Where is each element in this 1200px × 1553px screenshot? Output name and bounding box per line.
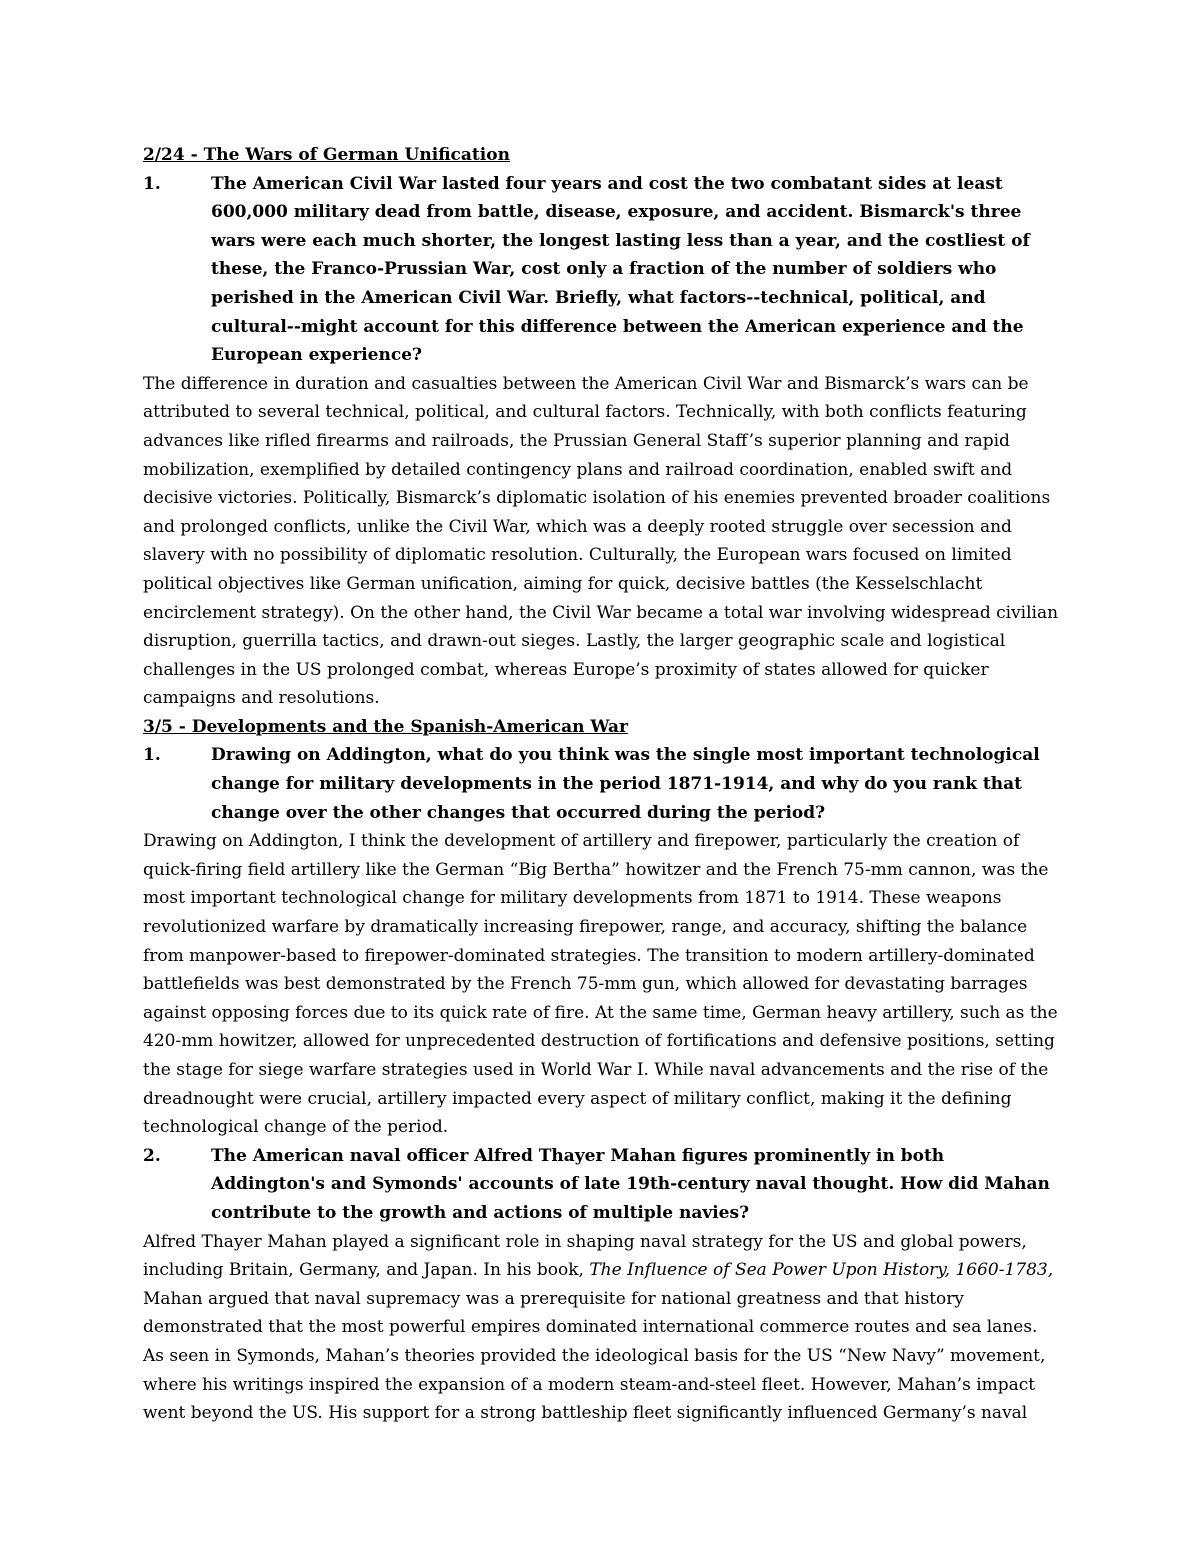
question-item <box>143 1142 1063 1228</box>
section-heading-german-unification: 2/24 - The Wars of German Unification <box>143 145 510 165</box>
question-number: 2. <box>143 1145 161 1166</box>
question-item <box>143 170 1063 370</box>
question-text: The American Civil War lasted four years and cost the two combatant sides at least 600,000 military dead from battle, disease, exposure, and accident. Bismarck's three wars were each much shorter, the longest lasting less than a year, and the costliest of these, the Franco-Prussian War, cost only a fraction of the number of soldiers who perished in the American Civil War. Briefly, what factors--technical, political, and cultural--might account for this difference between the American experience and the European experience? <box>211 173 1030 366</box>
question-item <box>143 741 1063 827</box>
question-text: Drawing on Addington, what do you think was the single most important technological change for military developments in the period 1871-1914, and why do you rank that change over the other changes that occurred during the period? <box>211 745 1040 823</box>
answer-paragraph: Drawing on Addington, I think the development of artillery and firepower, particularly the creation of quick-firing field artillery like the German “Big Bertha” howitzer and the French 75-mm cannon, was the most important technological change for military developments from 1871 to 1914. These weapons revolutionized warfare by dramatically increasing firepower, range, and accuracy, shifting the balance from manpower-based to firepower-dominated strategies. The transition to modern artillery-dominated battlefields was best demonstrated by the French 75-mm gun, which allowed for devastating barrages against opposing forces due to its quick rate of fire. At the same time, German heavy artillery, such as the 420-mm howitzer, allowed for unprecedented destruction of fortifications and defensive positions, setting the stage for siege warfare strategies used in World War I. While naval advancements and the rise of the dreadnought were crucial, artillery impacted every aspect of military conflict, making it the defining technological change of the period. <box>143 831 1058 1138</box>
section-heading-spanish-american-war: 3/5 - Developments and the Spanish-American War <box>143 716 628 737</box>
answer-paragraph <box>143 1228 1063 1428</box>
question-text: The American naval officer Alfred Thayer Mahan figures prominently in both Addington's and Symonds' accounts of late 19th-century naval thought. How did Mahan contribute to the growth and actions of multiple navies? <box>211 1145 1050 1223</box>
book-title: The Influence of Sea Power Upon History, 1660-1783, <box>589 1260 1054 1281</box>
answer-text: Alfred Thayer Mahan played a significant role in shaping naval strategy for the US and global powers, including Britain, Germany, and Japan. In his book, <box>143 1231 1027 1281</box>
document-body <box>143 141 1063 1428</box>
answer-paragraph: The difference in duration and casualties between the American Civil War and Bismarck’s wars can be attributed to several technical, political, and cultural factors. Technically, with both conflicts featuring advances like rifled firearms and railroads, the Prussian General Staff’s superior planning and rapid mobilization, exemplified by detailed contingency plans and railroad coordination, enabled swift and decisive victories. Politically, Bismarck’s diplomatic isolation of his enemies prevented broader coalitions and prolonged conflicts, unlike the Civil War, which was a deeply rooted struggle over secession and slavery with no possibility of diplomatic resolution. Culturally, the European wars focused on limited political objectives like German unification, aiming for quick, decisive battles (the Kesselschlacht encirclement strategy). On the other hand, the Civil War became a total war involving widespread civilian disruption, guerrilla tactics, and drawn-out sieges. Lastly, the larger geographic scale and logistical challenges in the US prolonged combat, whereas Europe’s proximity of states allowed for quicker campaigns and resolutions. <box>143 373 1059 709</box>
question-number: 1. <box>143 173 161 194</box>
question-number: 1. <box>143 745 161 766</box>
answer-text: Mahan argued that naval supremacy was a prerequisite for national greatness and that history demonstrated that the most powerful empires dominated international commerce routes and sea lanes. As seen in Symonds, Mahan’s theories provided the ideological basis for the US “New Navy” movement, where his writings inspired the expansion of a modern steam-and-steel fleet. However, Mahan’s impact went beyond the US. His support for a strong battleship fleet significantly influenced Germany’s naval <box>143 1288 1046 1424</box>
